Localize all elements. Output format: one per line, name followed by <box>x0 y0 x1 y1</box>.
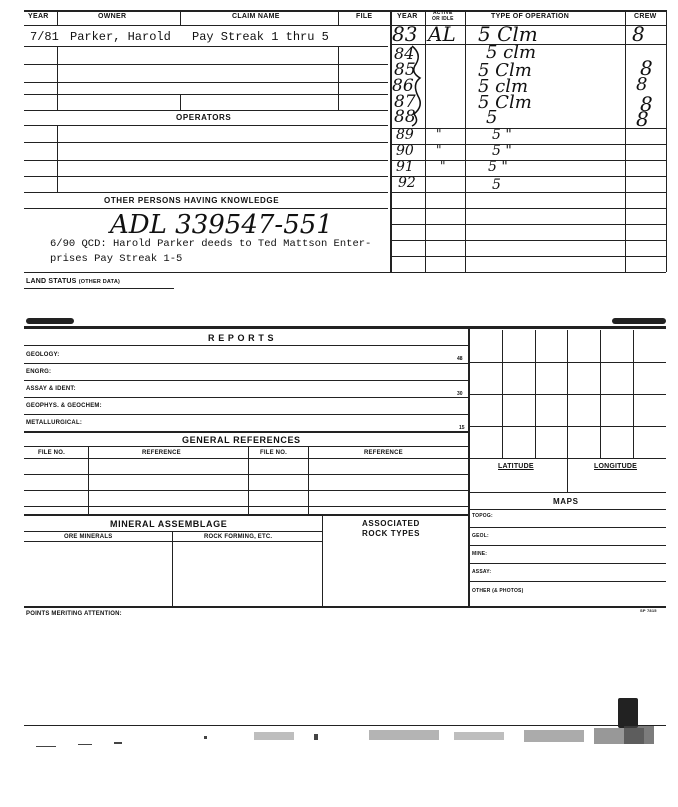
row-rule <box>24 64 388 65</box>
row-rule <box>24 531 322 532</box>
header-rule <box>24 25 666 26</box>
row-rule <box>468 527 666 528</box>
engrg-label: ENGRG: <box>26 369 52 375</box>
col-rule <box>172 531 173 607</box>
header-or-idle: OR IDLE <box>432 16 454 22</box>
activity-crew: 8 <box>640 92 653 116</box>
col-rule <box>180 94 181 110</box>
activity-type: 5 " <box>492 127 512 143</box>
col-rule <box>465 10 466 272</box>
metallurgical-label: METALLURGICAL: <box>26 420 83 426</box>
activity-status: " <box>436 127 442 141</box>
longitude-label: LONGITUDE <box>594 463 638 470</box>
row-rule <box>24 506 468 507</box>
report-number: 48 <box>457 356 463 362</box>
row-rule <box>390 240 666 241</box>
col-rule <box>625 10 626 272</box>
other-persons-label: OTHER PERSONS HAVING KNOWLEDGE <box>104 196 280 205</box>
grid-rule <box>468 394 666 395</box>
activity-type: 5 Clm <box>478 22 538 46</box>
row-rule <box>24 380 468 381</box>
points-meriting-attention: POINTS MERITING ATTENTION: <box>26 611 122 617</box>
col-rule <box>57 46 58 110</box>
brace-mark <box>410 44 426 128</box>
col-rule <box>338 10 339 26</box>
row-rule <box>24 288 174 289</box>
activity-type: 5 " <box>492 143 512 159</box>
row-rule <box>24 272 666 273</box>
row-rule <box>390 160 666 161</box>
row-rule <box>390 192 666 193</box>
activity-status: " <box>440 159 446 173</box>
mine-label: MINE: <box>472 551 488 557</box>
general-references-title: GENERAL REFERENCES <box>182 435 301 445</box>
row-rule <box>24 446 468 447</box>
row-rule <box>390 256 666 257</box>
adl-number: ADL 339547-551 <box>110 210 333 240</box>
header-crew: CREW <box>634 13 657 20</box>
activity-crew: 8 <box>640 56 653 80</box>
row-rule <box>24 82 388 83</box>
header-owner: OWNER <box>98 13 127 20</box>
row-rule <box>468 581 666 582</box>
row-rule <box>24 345 468 346</box>
row-rule <box>24 606 666 608</box>
maps-title: MAPS <box>553 497 579 506</box>
reports-title: R E P O R T S <box>208 333 275 343</box>
note-line-2: prises Pay Streak 1-5 <box>50 253 183 265</box>
claim-name: Pay Streak 1 thru 5 <box>192 30 329 44</box>
file-no-header: FILE NO. <box>38 450 65 456</box>
row-rule <box>24 431 468 433</box>
activity-year: 89 <box>396 127 414 143</box>
activity-type: 5 <box>492 177 501 193</box>
grid-rule <box>468 426 666 427</box>
activity-year: 91 <box>396 159 414 175</box>
row-rule <box>24 176 388 177</box>
row-rule <box>24 326 666 329</box>
reference-header-2: REFERENCE <box>364 450 403 456</box>
activity-type: 5 " <box>488 159 508 175</box>
row-rule <box>390 144 666 145</box>
row-rule <box>24 474 468 475</box>
col-rule <box>180 10 181 26</box>
reference-header: REFERENCE <box>142 450 181 456</box>
top-border <box>24 10 666 12</box>
col-rule <box>57 125 58 192</box>
row-rule <box>24 490 468 491</box>
land-status-label <box>26 278 120 285</box>
activity-crew: 8 <box>636 107 649 131</box>
scan-noise <box>24 726 668 756</box>
activity-type: 5 Clm <box>478 60 532 81</box>
row-rule <box>24 160 388 161</box>
header-file: FILE <box>356 13 373 20</box>
topog-label: TOPOG: <box>472 513 493 519</box>
row-rule <box>24 363 468 364</box>
activity-status: " <box>436 143 442 157</box>
header-active: ACTIVE <box>433 10 453 16</box>
row-rule <box>390 224 666 225</box>
activity-type: 5 clm <box>486 42 537 63</box>
activity-year: 85 <box>394 60 416 80</box>
activity-status: AL <box>428 22 456 46</box>
activity-year: 86 <box>392 76 414 96</box>
activity-crew: 8 <box>636 74 648 95</box>
row-rule <box>24 192 388 193</box>
row-rule <box>24 208 388 209</box>
row-rule <box>468 545 666 546</box>
activity-year: 84 <box>394 44 415 63</box>
row-rule <box>24 514 468 516</box>
rock-forming-header: ROCK FORMING, ETC. <box>204 534 273 540</box>
col-rule <box>88 446 89 514</box>
associated-header: ASSOCIATED <box>362 519 420 528</box>
file-no-header-2: FILE NO. <box>260 450 287 456</box>
activity-crew: 8 <box>632 22 645 46</box>
row-rule <box>24 46 388 47</box>
land-status-text: LAND STATUS <box>26 278 77 285</box>
scan-smudge <box>612 318 666 324</box>
row-rule <box>24 458 468 459</box>
col-rule <box>338 46 339 110</box>
scan-smudge <box>618 698 638 728</box>
col-rule <box>57 10 58 26</box>
row-rule <box>390 176 666 177</box>
col-rule <box>390 10 392 272</box>
col-rule <box>322 514 323 607</box>
row-rule <box>24 125 388 126</box>
assay-map-label: ASSAY: <box>472 569 492 575</box>
header-claim-name: CLAIM NAME <box>232 13 280 20</box>
col-rule <box>567 458 568 492</box>
row-rule <box>24 397 468 398</box>
latitude-label: LATITUDE <box>498 463 534 470</box>
row-rule <box>390 208 666 209</box>
form-number: SP 7815 <box>640 608 657 613</box>
activity-year: 92 <box>398 175 416 191</box>
report-number: 30 <box>457 391 463 397</box>
row-rule <box>24 541 322 542</box>
header-year: YEAR <box>28 13 49 20</box>
row-rule <box>468 563 666 564</box>
activity-type: 5 clm <box>478 76 529 97</box>
geology-label: GEOLOGY: <box>26 352 60 358</box>
activity-year: 83 <box>392 22 418 46</box>
activity-year: 90 <box>396 143 414 159</box>
row-rule <box>468 492 666 493</box>
col-rule <box>468 326 470 607</box>
header-type-of-operation: TYPE OF OPERATION <box>491 13 570 20</box>
activity-year: 87 <box>394 92 416 112</box>
rock-types-header: ROCK TYPES <box>362 529 421 538</box>
mineral-assemblage-title: MINERAL ASSEMBLAGE <box>110 519 228 529</box>
report-number: 15 <box>459 425 465 431</box>
operators-label: OPERATORS <box>176 113 232 122</box>
activity-year: 88 <box>394 107 416 127</box>
owner-name: Parker, Harold <box>70 30 171 44</box>
col-rule <box>308 446 309 514</box>
note-line-1: 6/90 QCD: Harold Parker deeds to Ted Mattson Enter- <box>50 238 372 250</box>
row-rule <box>24 94 388 95</box>
other-photos-label: OTHER (& PHOTOS) <box>472 588 524 594</box>
owner-year: 7/81 <box>30 30 59 44</box>
scan-smudge <box>26 318 74 324</box>
activity-type: 5 <box>486 107 498 128</box>
row-rule <box>390 128 666 129</box>
assay-label: ASSAY & IDENT: <box>26 386 76 392</box>
grid-rule <box>468 362 666 363</box>
geophys-label: GEOPHYS. & GEOCHEM: <box>26 403 102 409</box>
col-rule <box>666 10 667 272</box>
col-rule <box>248 446 249 514</box>
geol-label: GEOL: <box>472 533 489 539</box>
ore-minerals-header: ORE MINERALS <box>64 534 113 540</box>
row-rule <box>24 110 388 111</box>
header-year-2: YEAR <box>397 13 418 20</box>
activity-type: 5 Clm <box>478 92 532 113</box>
row-rule <box>468 509 666 510</box>
row-rule <box>24 142 388 143</box>
row-rule <box>24 414 468 415</box>
land-status-sub: (OTHER DATA) <box>78 279 121 285</box>
